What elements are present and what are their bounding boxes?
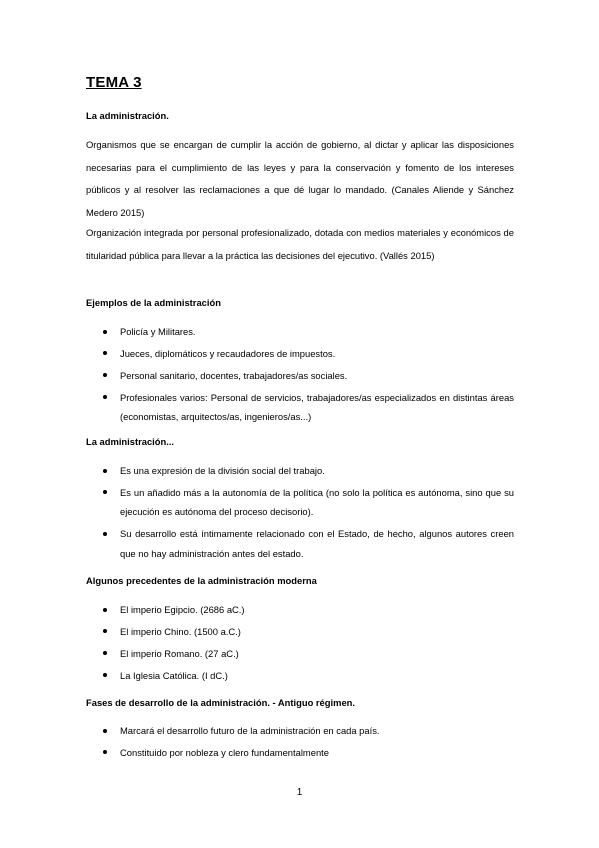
heading-administracion: La administración. bbox=[86, 110, 169, 121]
bullet-icon bbox=[103, 532, 107, 536]
list-item-text: Jueces, diplomáticos y recaudadores de impuestos. bbox=[120, 347, 336, 359]
list-fases bbox=[86, 721, 514, 765]
list-item-text: Profesionales varios: Personal de servicios, trabajadores/as especializados en distintas áreas (economistas, arquitectos/as, ingenieros/as...) bbox=[120, 391, 514, 423]
list-ejemplos bbox=[86, 322, 514, 429]
list-administracion bbox=[86, 461, 514, 566]
bullet-icon bbox=[103, 673, 107, 677]
list-item bbox=[86, 322, 514, 342]
list-item bbox=[86, 743, 514, 763]
bullet-icon bbox=[103, 629, 107, 633]
list-item bbox=[86, 366, 514, 386]
list-item bbox=[86, 721, 514, 741]
bullet-icon bbox=[103, 490, 107, 494]
bullet-icon bbox=[103, 469, 107, 473]
heading-fases: Fases de desarrollo de la administración. - Antiguo régimen. bbox=[86, 697, 355, 708]
bullet-icon bbox=[103, 330, 107, 334]
list-item-text: Es un añadido más a la autonomía de la política (no solo la política es autónoma, sino que su ejecución es autónoma del proceso decisorio). bbox=[120, 486, 514, 518]
list-item-text: Marcará el desarrollo futuro de la administración en cada país. bbox=[120, 725, 380, 736]
paragraph-definition-2: Organización integrada por personal profesionalizado, dotada con medios materiales y económicos de titularidad pública para llevar a la práctica las decisiones del ejecutivo. (Vallés 2015) bbox=[86, 227, 514, 261]
page-title: TEMA 3 bbox=[86, 74, 142, 91]
list-item bbox=[86, 644, 514, 664]
bullet-icon bbox=[103, 395, 107, 399]
list-item-text: El imperio Egipcio. (2686 aC.) bbox=[120, 604, 245, 615]
list-item bbox=[86, 666, 514, 686]
list-item-text: La Iglesia Católica. (I dC.) bbox=[120, 669, 228, 681]
list-item bbox=[86, 524, 514, 563]
bullet-icon bbox=[103, 750, 107, 754]
list-item-text: Constituido por nobleza y clero fundamentalmente bbox=[120, 746, 329, 758]
page-number: 1 bbox=[296, 787, 303, 798]
list-item-text: Es una expresión de la división social del trabajo. bbox=[120, 465, 325, 476]
list-item-text: Policía y Militares. bbox=[120, 326, 196, 337]
list-item-text: Su desarrollo está íntimamente relacionado con el Estado, de hecho, algunos autores creen que no hay administración antes del estado. bbox=[120, 528, 514, 559]
list-item bbox=[86, 622, 514, 642]
list-item bbox=[86, 344, 514, 364]
heading-ejemplos: Ejemplos de la administración bbox=[86, 297, 221, 308]
bullet-icon bbox=[103, 651, 107, 655]
bullet-icon bbox=[103, 729, 107, 733]
list-item bbox=[86, 483, 514, 522]
heading-administracion-2: La administración... bbox=[86, 436, 175, 447]
list-item bbox=[86, 461, 514, 481]
list-precedentes bbox=[86, 600, 514, 688]
paragraph-definition-1: Organismos que se encargan de cumplir la acción de gobierno, al dictar y aplicar las disposiciones necesarias para el cumplimiento de las leyes y para la conservación y fomento de los intereses públicos y al resolver las reclamaciones a que dé lugar lo mandado. (Canales Aliende y Sánchez Medero 2015) bbox=[86, 139, 514, 218]
list-item bbox=[86, 600, 514, 620]
list-item-text: El imperio Chino. (1500 a.C.) bbox=[120, 625, 241, 637]
list-item bbox=[86, 388, 514, 427]
bullet-icon bbox=[103, 351, 107, 355]
list-item-text: Personal sanitario, docentes, trabajadores/as sociales. bbox=[120, 369, 348, 381]
bullet-icon bbox=[103, 373, 107, 377]
heading-precedentes: Algunos precedentes de la administración moderna bbox=[86, 575, 317, 586]
bullet-icon bbox=[103, 608, 107, 612]
list-item-text: El imperio Romano. (27 aC.) bbox=[120, 647, 239, 659]
